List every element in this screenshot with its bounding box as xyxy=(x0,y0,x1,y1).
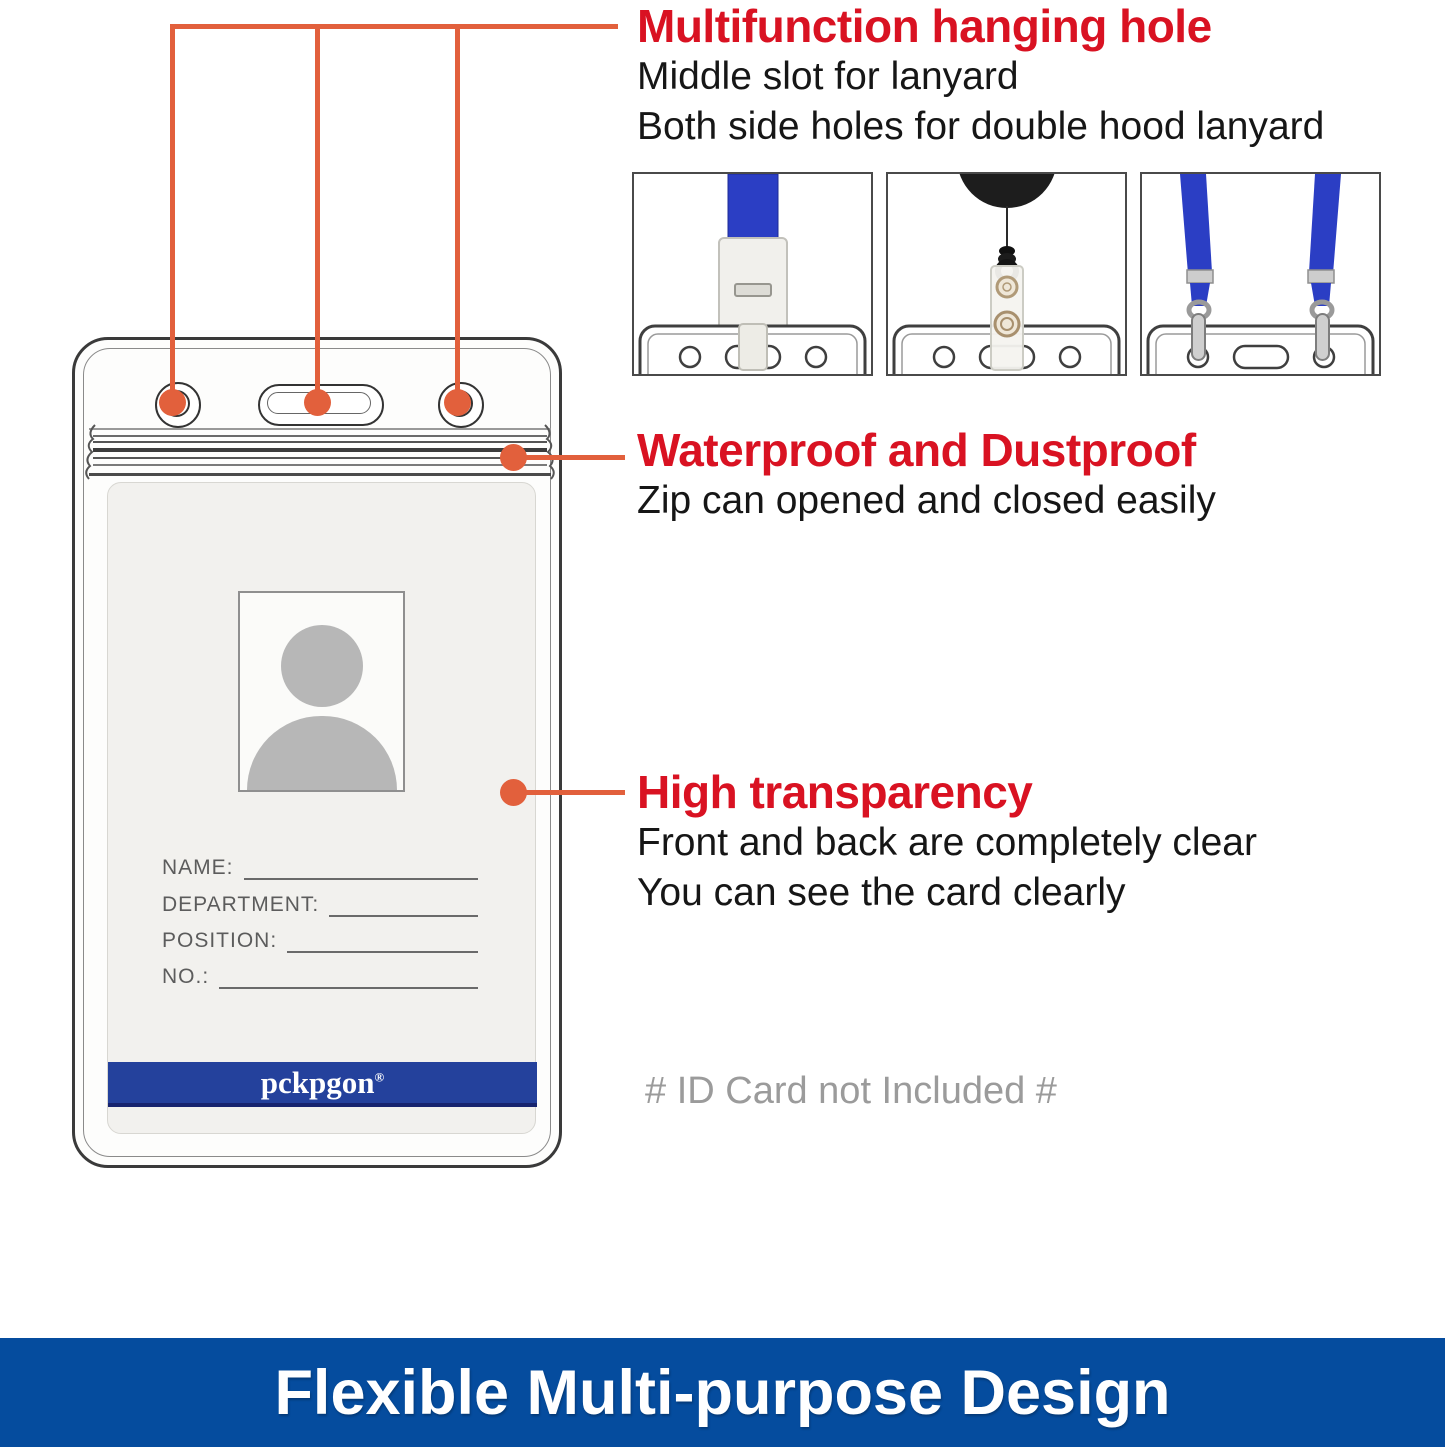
leader-dot-left-hole xyxy=(159,389,186,416)
zip-line xyxy=(93,464,547,466)
person-silhouette-head xyxy=(281,625,363,707)
field-department xyxy=(162,891,478,917)
field-position-line xyxy=(287,931,478,953)
photo-placeholder xyxy=(238,591,405,792)
leader-dot-middle-slot xyxy=(304,389,331,416)
person-silhouette-shoulders xyxy=(247,716,397,790)
field-name xyxy=(162,854,478,880)
registered-mark: ® xyxy=(374,1069,385,1085)
left-swivel-hook xyxy=(1192,314,1205,360)
bottom-banner xyxy=(0,1338,1445,1447)
strap-snap-top xyxy=(997,277,1017,297)
lanyard-clip-drawing xyxy=(634,174,871,374)
leader-dot-right-hole xyxy=(444,389,471,416)
section-waterproof-title: Waterproof and Dustproof xyxy=(637,424,1196,476)
field-department-line xyxy=(329,895,478,917)
zip-line xyxy=(93,457,547,459)
badge-holder-illustration xyxy=(72,337,562,1168)
left-lanyard-strap xyxy=(1180,174,1212,274)
lanyard-strap xyxy=(728,174,778,244)
section-hanging-hole-line2: Both side holes for double hood lanyard xyxy=(637,105,1325,148)
leader-dot-waterproof xyxy=(500,444,527,471)
field-no-line xyxy=(219,967,478,989)
right-swivel-hook xyxy=(1316,314,1329,360)
section-waterproof-line1: Zip can opened and closed easily xyxy=(637,479,1216,522)
section-transparency-line2: You can see the card clearly xyxy=(637,871,1126,914)
zip-line xyxy=(93,435,547,437)
leader-line-transparency xyxy=(513,790,625,795)
field-no-label: NO.: xyxy=(162,965,210,988)
zip-crinkle-left xyxy=(81,423,101,481)
zip-line xyxy=(93,441,547,443)
clip-slot xyxy=(735,284,771,296)
right-metal-crimp xyxy=(1308,270,1334,283)
badge-left-hole xyxy=(680,347,700,367)
zip-crinkle-right xyxy=(539,423,559,481)
section-transparency-line1: Front and back are completely clear xyxy=(637,821,1257,864)
badge-right-hole xyxy=(806,347,826,367)
section-hanging-hole-title: Multifunction hanging hole xyxy=(637,0,1212,52)
reel-body xyxy=(957,174,1057,208)
brand-logo: pckpgon® xyxy=(260,1064,385,1100)
double-hook-drawing xyxy=(1142,174,1379,374)
photo-middle-slot-lanyard-clip xyxy=(632,172,873,376)
leader-line-left-hole xyxy=(170,24,175,402)
leader-line-top xyxy=(172,24,618,29)
strap-snap-bottom xyxy=(995,312,1019,336)
id-card-note: # ID Card not Included # xyxy=(645,1070,1057,1112)
badge-right-hole xyxy=(1060,347,1080,367)
field-no xyxy=(162,963,478,989)
badge-middle-slot xyxy=(1234,346,1288,368)
field-position-label: POSITION: xyxy=(162,929,278,952)
brand-bar xyxy=(108,1062,537,1107)
zip-seal-line xyxy=(93,448,547,452)
section-hanging-hole xyxy=(637,0,1324,152)
field-department-label: DEPARTMENT: xyxy=(162,893,320,916)
zip-line xyxy=(89,428,551,430)
badge-reel-drawing xyxy=(888,174,1125,374)
section-transparency-title: High transparency xyxy=(637,766,1033,818)
leader-dot-transparency xyxy=(500,779,527,806)
badge-left-hole xyxy=(934,347,954,367)
field-name-line xyxy=(244,858,478,880)
leader-line-middle-slot xyxy=(315,24,320,402)
field-name-label: NAME: xyxy=(162,856,234,879)
left-metal-crimp xyxy=(1187,270,1213,283)
photo-retractable-badge-reel xyxy=(886,172,1127,376)
section-waterproof xyxy=(637,424,1216,526)
section-transparency xyxy=(637,766,1257,918)
leader-line-right-hole xyxy=(455,24,460,402)
zip-line xyxy=(89,473,551,476)
photo-double-hood-lanyard xyxy=(1140,172,1381,376)
section-hanging-hole-line1: Middle slot for lanyard xyxy=(637,55,1019,98)
usage-photos xyxy=(632,172,1381,376)
clip-tongue xyxy=(739,324,767,370)
bottom-banner-title: Flexible Multi-purpose Design xyxy=(274,1357,1171,1428)
id-card xyxy=(107,482,536,1134)
leader-line-waterproof xyxy=(513,455,625,460)
right-lanyard-strap xyxy=(1309,174,1341,274)
field-position xyxy=(162,927,478,953)
